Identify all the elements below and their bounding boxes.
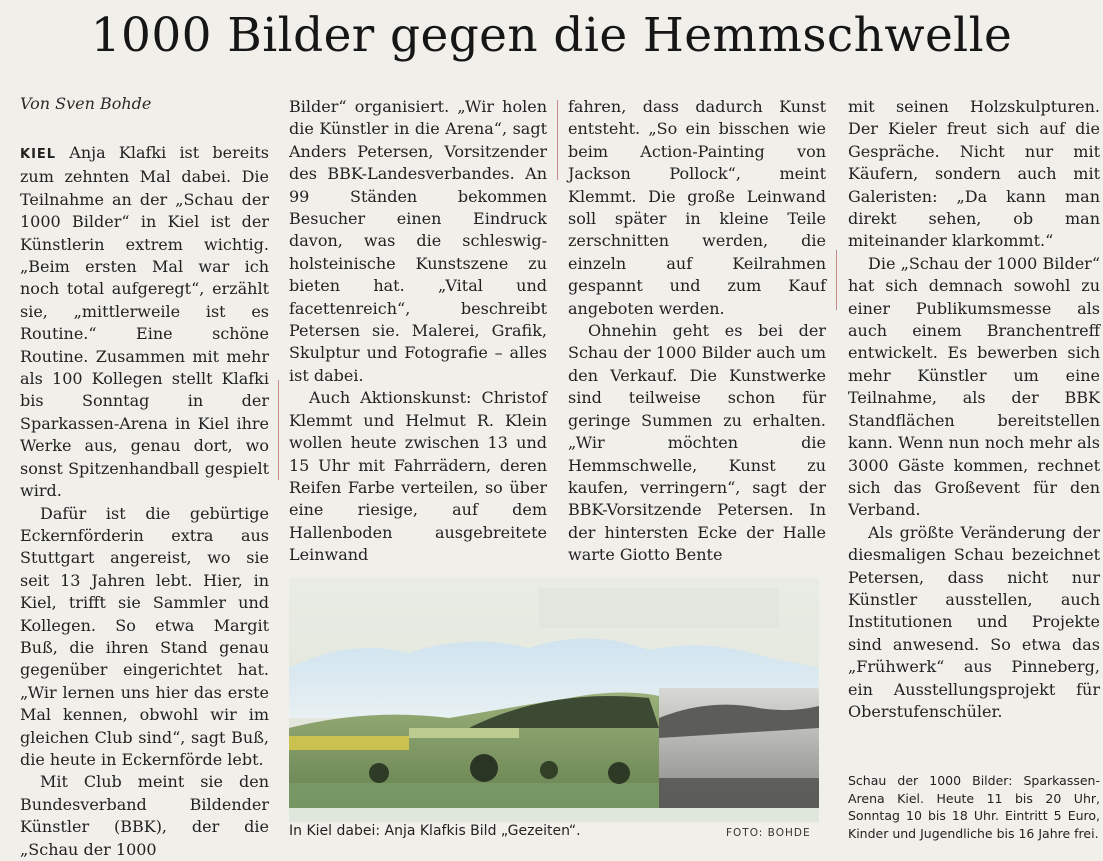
- dateline: KIEL: [20, 147, 57, 162]
- info-box: Schau der 1000 Bilder: Sparkassen-Arena Kiel. Heute 11 bis 20 Uhr, Sonntag 10 bis 18 Uhr. Eintritt 5 Euro, Kinder und Jugendliche bis 16 Jahre frei.: [848, 773, 1100, 841]
- paragraph: Die „Schau der 1000 Bilder“ hat sich demnach sowohl zu einer Publikumsmesse als auch einem Branchentreff entwickelt. Es bewerben sich mehr Künstler um eine Teilnahme, als der BBK Standflächen bereitstellen kann. Wenn nun noch mehr als 3000 Gäste kommen, rechnet sich das Großevent für den Verband.: [848, 253, 1100, 520]
- paragraph: [20, 142, 269, 503]
- paragraph: Auch Aktionskunst: Christof Klemmt und Helmut R. Klein wollen heute zwischen 13 und 15 Uhr mit Fahrrädern, deren Reifen Farbe verteilen, so über eine riesige, auf dem Hallenboden ausgebreitete Leinwand: [289, 388, 547, 565]
- article-column-4: [848, 96, 1100, 723]
- article-column-1: [20, 142, 269, 861]
- paragraph: Als größte Veränderung der diesmaligen Schau bezeichnet Petersen, dass nicht nur Künstler ausstellen, auch Institutionen und Projekte sind anwesend. So etwa das „Frühwerk“ aus Pinneberg, ein Ausstellungsprojekt für Oberstufenschüler.: [848, 522, 1100, 721]
- column-rule: [278, 380, 279, 480]
- article-column-2: [289, 96, 547, 567]
- paragraph: Dafür ist die gebürtige Eckernförderin extra aus Stuttgart angereist, wo sie seit 13 Jahren lebt. Hier, in Kiel, trifft sie Sammler und Kollegen. So etwa Margit Buß, die ihren Stand genau gegenüber eingerichtet hat. „Wir lernen uns hier das erste Mal kennen, obwohl wir im gleichen Club sind“, sagt Buß, die heute in Eckernförde lebt.: [20, 503, 269, 769]
- paragraph-text: Anja Klafki ist bereits zum zehnten Mal dabei. Die Teilnahme an der „Schau der 1000 Bilder“ in Kiel ist der Künstlerin extrem wichtig. „Beim ersten Mal war ich noch total aufgeregt“, erzählt sie, „mittlerweile ist es Routine.“ Eine schöne Routine. Zusammen mit mehr als 100 Kollegen stellt Klafki bis Sonntag in der Sparkassen-Arena in Kiel ihre Werke aus, genau dort, wo sonst Spitzenhandball gespielt wird.: [20, 143, 269, 501]
- byline: Von Sven Bohde: [20, 94, 152, 113]
- photo-caption: In Kiel dabei: Anja Klafkis Bild „Gezeiten“.: [289, 823, 581, 839]
- paragraph: fahren, dass dadurch Kunst entsteht. „So ein bisschen wie beim Action-Painting von Jackson Pollock“, meint Klemmt. Die große Leinwand soll später in kleine Teile zerschnitten werden, die einzeln auf Keilrahmen gespannt und zum Kauf angeboten werden.: [568, 97, 826, 318]
- paragraph: Mit Club meint sie den Bundesverband Bildender Künstler (BBK), der die „Schau der 1000: [20, 772, 269, 859]
- headline: 1000 Bilder gegen die Hemmschwelle: [90, 8, 1013, 63]
- landscape-painting-image: [289, 578, 819, 822]
- article-photo: [289, 578, 819, 822]
- paragraph: Bilder“ organisiert. „Wir holen die Künstler in die Arena“, sagt Anders Petersen, Vorsitzender des BBK-Landesverbandes. An 99 Ständen bekommen Besucher einen Eindruck davon, was die schleswig-holsteinische Kunstszene zu bieten hat. „Vital und facettenreich“, beschreibt Petersen sie. Malerei, Grafik, Skulptur und Fotografie – alles ist dabei.: [289, 97, 547, 385]
- paragraph: mit seinen Holzskulpturen. Der Kieler freut sich auf die Gespräche. Nicht nur mit Käufern, sondern auch mit Galeristen: „Da kann man direkt sehen, ob man miteinander klarkommt.“: [848, 97, 1100, 251]
- paragraph: Ohnehin geht es bei der Schau der 1000 Bilder auch um den Verkauf. Die Kunstwerke sind teilweise schon für geringe Summen zu erhalten. „Wir möchten die Hemmschwelle, Kunst zu kaufen, verringern“, sagt der BBK-Vorsitzende Petersen. In der hintersten Ecke der Halle warte Giotto Bente: [568, 321, 826, 565]
- column-rule: [557, 100, 558, 180]
- column-rule: [836, 250, 837, 310]
- article-column-3: [568, 96, 826, 567]
- photo-credit: FOTO: BOHDE: [726, 827, 811, 839]
